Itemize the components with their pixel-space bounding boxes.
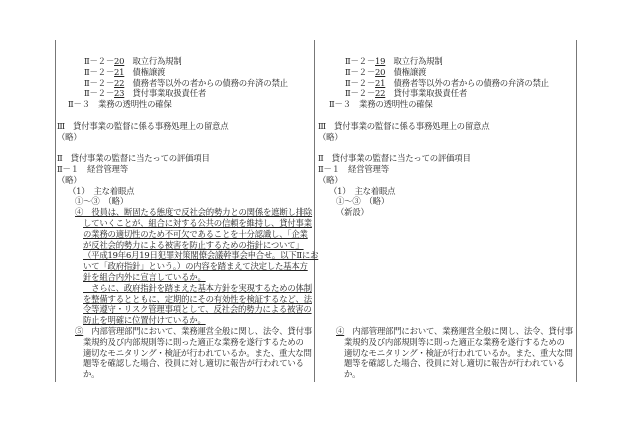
text-line: か。: [83, 369, 100, 380]
toc-title: 債権譲渡: [124, 66, 166, 77]
text-line: 内部管理部門において、業務運営全般に関し、法令、貸付事: [83, 325, 312, 336]
section-heading: Ⅱ－３ 業務の透明性の確保: [68, 99, 172, 110]
text-line: の業務の適切性のため不可欠であることを十分認識し、「企業: [83, 228, 308, 239]
toc-item: [57, 67, 318, 78]
toc-prefix: Ⅱ－２－: [345, 88, 376, 99]
toc-prefix: Ⅱ－２－: [84, 77, 115, 88]
toc-item: [318, 67, 549, 78]
toc-item: [57, 88, 318, 99]
text-line: 題等を確認した場合、役員に対し適切に報告が行われている: [83, 358, 304, 369]
toc-title: 債権譲渡: [385, 66, 427, 77]
toc-prefix: Ⅱ－２－: [345, 66, 376, 77]
toc-title: 債務者等以外の者からの債務の弁済の禁止: [124, 77, 288, 88]
toc-prefix: Ⅱ－２－: [84, 56, 115, 66]
omitted-items: ①～③ （略）: [336, 196, 390, 207]
omitted-note: （略）: [57, 174, 82, 185]
text-line: していくことが、組合に対する公共の信頼を維持し、貸付事業: [83, 217, 312, 228]
section-heading: Ⅲ 貸付事業の監督に係る事務処理上の留意点: [318, 120, 490, 131]
section-heading: Ⅱ－３ 業務の透明性の確保: [329, 99, 433, 110]
subsection-heading: （1） 主な着眼点: [68, 185, 135, 196]
item-number: ④: [336, 326, 345, 336]
text-line: 題等を確認した場合、役員に対し適切に報告が行われている: [344, 358, 565, 369]
section-heading: Ⅱ－１ 経営管理等: [57, 163, 128, 174]
toc-item: [318, 88, 549, 99]
text-line: 適切なモニタリング・検証が行われているか。また、重大な問: [344, 347, 573, 358]
toc-prefix: Ⅱ－２－: [345, 56, 376, 66]
left-column-revised: [57, 56, 318, 380]
section-heading: Ⅱ－１ 経営管理等: [318, 163, 389, 174]
toc-item: [318, 56, 549, 67]
omitted-note: （略）: [57, 131, 82, 142]
text-line: ④ 役員は、断固たる態度で反社会的勢力との関係を遮断し排除: [75, 207, 313, 218]
toc-number: 22: [375, 88, 386, 99]
toc-title: 貸付事業取扱責任者: [124, 88, 207, 99]
section-heading: Ⅱ 貸付事業の監督に当たっての評価項目: [57, 153, 210, 164]
text-line: 業規約及び内部規則等に則った適正な業務を遂行するための: [344, 336, 565, 347]
text-line: か。: [344, 369, 361, 380]
section-heading: Ⅱ 貸付事業の監督に当たっての評価項目: [318, 153, 471, 164]
item-4: [336, 326, 573, 380]
new-establishment-note: （新設）: [336, 207, 369, 218]
text-line: を整備するとともに、定期的にその有効性を検証するなど、法: [83, 293, 312, 304]
text-line: （平成19年6月19日犯罪対策閣僚会議幹事会申合せ。以下Ⅱにお: [83, 250, 319, 261]
toc-number: 20: [114, 56, 125, 66]
right-column-current: [318, 56, 549, 218]
text-line: さらに、政府指針を踏まえた基本方針を実現するための体制: [83, 282, 312, 293]
text-line: 業規約及び内部規則等に則った適正な業務を遂行するための: [83, 336, 304, 347]
toc-number: 21: [375, 77, 386, 88]
item-5: [57, 326, 318, 380]
toc-number: 23: [114, 88, 125, 99]
toc-number: 21: [114, 66, 125, 77]
text-line: 令等遵守・リスク管理事項として、反社会的勢力による被害の: [83, 304, 312, 315]
item-number: ⑤: [75, 325, 84, 336]
text-line: いて「政府指針」という。）の内容を踏まえて決定した基本方: [83, 261, 308, 272]
subsection-heading: （1） 主な着眼点: [329, 185, 396, 196]
toc-title: 取立行為規制: [385, 56, 443, 66]
toc-item: [318, 78, 549, 89]
text-line: 針を組合内外に宣言しているか。: [83, 271, 206, 282]
text-line: 適切なモニタリング・検証が行われているか。また、重大な問: [83, 347, 312, 358]
text-line: 内部管理部門において、業務運営全般に関し、法令、貸付事: [344, 326, 573, 336]
toc-title: 貸付事業取扱責任者: [385, 88, 468, 99]
omitted-note: （略）: [318, 174, 343, 185]
toc-title: 取立行為規制: [124, 56, 182, 66]
toc-number: 20: [375, 66, 386, 77]
toc-prefix: Ⅱ－２－: [84, 66, 115, 77]
toc-item: [57, 78, 318, 89]
toc-number: 22: [114, 77, 125, 88]
toc-prefix: Ⅱ－２－: [84, 88, 115, 99]
toc-title: 債務者等以外の者からの債務の弁済の禁止: [385, 77, 549, 88]
omitted-note: （略）: [318, 131, 343, 142]
text-line: が反社会的勢力による被害を防止するための指針について」: [83, 239, 304, 250]
item-4-new-text: [57, 207, 318, 326]
section-heading: Ⅲ 貸付事業の監督に係る事務処理上の留意点: [57, 120, 229, 131]
text-line: 防止を明確に位置付けているか。: [83, 315, 206, 326]
omitted-items: ①～③ （略）: [75, 196, 129, 207]
toc-number: 19: [375, 56, 386, 66]
toc-item: [57, 56, 318, 67]
toc-prefix: Ⅱ－２－: [345, 77, 376, 88]
